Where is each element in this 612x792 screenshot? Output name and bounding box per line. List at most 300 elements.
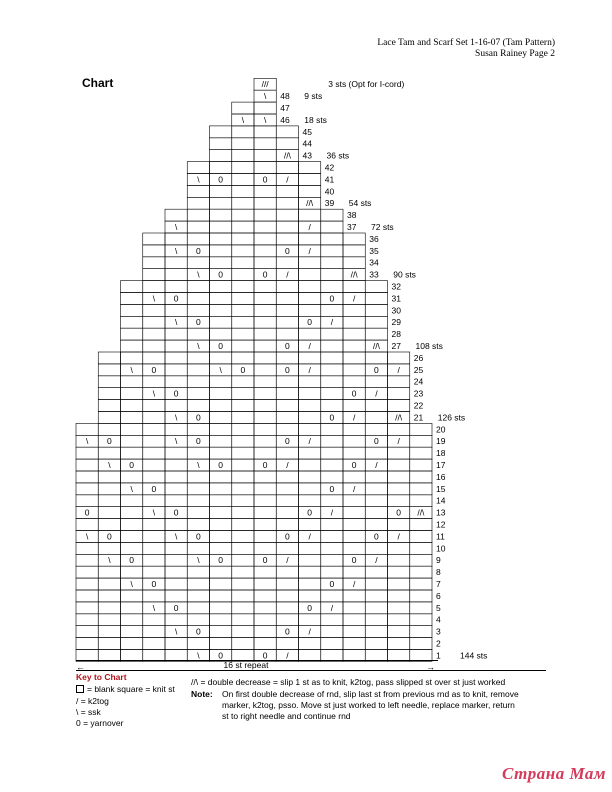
chart-cell — [232, 257, 254, 269]
stitch-symbol: 0 — [196, 317, 201, 328]
chart-cell — [410, 459, 432, 471]
chart-cell — [388, 519, 410, 531]
chart-cell — [343, 304, 365, 316]
chart-cell — [187, 542, 209, 554]
chart-cell — [321, 281, 343, 293]
chart-cell — [254, 233, 276, 245]
stitch-symbol: 0 — [262, 269, 268, 280]
stitch-count: 9 sts — [304, 91, 323, 102]
chart-cell — [232, 507, 254, 519]
chart-cell — [210, 400, 232, 412]
chart-cell — [232, 185, 254, 197]
chart-cell — [143, 257, 165, 269]
row-number: 38 — [347, 210, 357, 221]
chart-cell — [165, 364, 187, 376]
chart-cell — [343, 245, 365, 257]
chart-cell — [232, 614, 254, 626]
chart-cell — [165, 495, 187, 507]
chart-cell — [121, 281, 143, 293]
chart-cell — [388, 471, 410, 483]
chart-cell — [410, 638, 432, 650]
stitch-symbol: 0 — [351, 460, 357, 470]
chart-cell — [121, 293, 143, 305]
chart-cell — [232, 138, 254, 150]
chart-cell — [232, 447, 254, 459]
chart-cell — [187, 162, 209, 174]
chart-cell — [365, 412, 387, 424]
chart-cell — [143, 590, 165, 602]
chart-cell — [254, 602, 276, 614]
chart-cell — [276, 471, 298, 483]
chart-cell — [410, 554, 432, 566]
stitch-symbol: //\ — [350, 269, 358, 280]
chart-cell — [410, 566, 432, 578]
chart-cell — [299, 423, 321, 435]
chart-cell — [121, 388, 143, 400]
chart-cell — [388, 388, 410, 400]
chart-cell — [232, 435, 254, 447]
chart-cell — [210, 197, 232, 209]
stitch-symbol: /// — [261, 79, 269, 90]
chart-cell — [365, 638, 387, 650]
chart-cell — [121, 447, 143, 459]
row-number: 24 — [413, 376, 424, 387]
chart-cell — [165, 328, 187, 340]
chart-cell — [343, 281, 365, 293]
chart-cell — [299, 352, 321, 364]
stitch-symbol: 0 — [307, 602, 312, 613]
chart-cell — [321, 400, 343, 412]
chart-cell — [98, 471, 120, 483]
chart-cell — [76, 602, 98, 614]
chart-cell — [321, 352, 343, 364]
row-number: 17 — [436, 460, 446, 470]
stitch-symbol: 0 — [107, 436, 112, 447]
chart-cell — [121, 376, 143, 388]
row-number: 43 — [302, 150, 312, 161]
row-number: 45 — [302, 126, 312, 137]
chart-cell — [210, 126, 232, 138]
chart-cell — [321, 614, 343, 626]
stitch-symbol: / — [352, 293, 356, 304]
stitch-symbol: 0 — [329, 293, 335, 304]
chart-cell — [76, 614, 98, 626]
chart-cell — [187, 257, 209, 269]
chart-cell — [299, 471, 321, 483]
chart-cell — [232, 423, 254, 435]
chart-cell — [276, 328, 298, 340]
chart-cell — [165, 269, 187, 281]
chart-cell — [232, 531, 254, 543]
chart-cell — [98, 519, 120, 531]
chart-cell — [187, 221, 209, 233]
chart-cell — [76, 495, 98, 507]
repeat-arrow-right-icon: → — [426, 662, 435, 672]
row-number: 26 — [413, 352, 424, 363]
chart-cell — [210, 483, 232, 495]
chart-cell — [165, 471, 187, 483]
chart-cell — [410, 614, 432, 626]
chart-cell — [299, 257, 321, 269]
row-number: 41 — [324, 174, 335, 185]
chart-cell — [276, 352, 298, 364]
chart-cell — [232, 519, 254, 531]
chart-cell — [76, 542, 98, 554]
chart-cell — [254, 162, 276, 174]
chart-cell — [254, 531, 276, 543]
stitch-symbol: \ — [152, 388, 156, 399]
chart-cell — [210, 495, 232, 507]
chart-cell — [121, 519, 143, 531]
chart-cell — [365, 447, 387, 459]
row-number: 37 — [347, 222, 357, 232]
chart-cell — [254, 352, 276, 364]
chart-cell — [187, 281, 209, 293]
row-number: 11 — [436, 531, 445, 542]
chart-cell — [254, 126, 276, 138]
stitch-symbol: / — [352, 483, 356, 494]
chart-cell — [143, 566, 165, 578]
repeat-arrow-left-icon: ← — [76, 662, 85, 672]
chart-cell — [276, 602, 298, 614]
chart-cell — [410, 602, 432, 614]
row-number: 47 — [280, 103, 290, 113]
chart-cell — [143, 471, 165, 483]
chart-cell — [143, 531, 165, 543]
chart-cell — [276, 566, 298, 578]
stitch-symbol: / — [308, 626, 311, 637]
stitch-count: 72 sts — [371, 222, 394, 232]
stitch-symbol: 0 — [374, 436, 379, 447]
chart-cell — [187, 185, 209, 197]
chart-cell — [276, 507, 298, 519]
header-author-page: Susan Rainey Page 2 — [475, 49, 555, 59]
chart-cell — [232, 102, 254, 114]
chart-cell — [299, 174, 321, 186]
chart-cell — [210, 531, 232, 543]
chart-cell — [210, 245, 232, 257]
chart-cell — [121, 435, 143, 447]
chart-cell — [232, 293, 254, 305]
stitch-symbol: 0 — [351, 555, 357, 566]
chart-cell — [299, 554, 321, 566]
chart-cell — [365, 626, 387, 638]
chart-cell — [210, 328, 232, 340]
chart-cell — [321, 554, 343, 566]
stitch-symbol: / — [308, 245, 311, 256]
chart-cell — [210, 423, 232, 435]
key-k2tog: / = k2tog — [76, 696, 109, 706]
chart-cell — [98, 352, 120, 364]
chart-cell — [210, 447, 232, 459]
chart-cell — [187, 352, 209, 364]
stitch-symbol: / — [397, 436, 400, 447]
chart-cell — [321, 471, 343, 483]
chart-cell — [410, 423, 432, 435]
row-number: 2 — [436, 638, 441, 649]
stitch-symbol: / — [308, 341, 311, 351]
chart-cell — [343, 233, 365, 245]
stitch-symbol: / — [397, 531, 400, 542]
chart-cell — [98, 495, 120, 507]
stitch-symbol: / — [375, 388, 378, 399]
row-number: 42 — [324, 162, 335, 173]
stitch-symbol: 0 — [285, 626, 290, 637]
chart-cell — [410, 495, 432, 507]
chart-cell — [98, 590, 120, 602]
chart-cell — [232, 197, 254, 209]
stitch-symbol: 0 — [374, 364, 379, 375]
chart-cell — [321, 590, 343, 602]
chart-cell — [299, 209, 321, 221]
chart-cell — [187, 614, 209, 626]
chart-cell — [276, 221, 298, 233]
key-blank-text: = blank square = knit st — [87, 684, 175, 694]
chart-cell — [254, 328, 276, 340]
chart-cell — [143, 304, 165, 316]
chart-cell — [321, 245, 343, 257]
chart-cell — [254, 102, 276, 114]
chart-cell — [165, 400, 187, 412]
stitch-symbol: / — [308, 364, 311, 375]
stitch-symbol: 0 — [396, 507, 401, 518]
stitch-symbol: 0 — [218, 341, 223, 351]
stitch-symbol: / — [286, 269, 289, 280]
chart-cell — [365, 602, 387, 614]
chart-cell — [232, 209, 254, 221]
chart-cell — [187, 364, 209, 376]
chart-cell — [343, 376, 365, 388]
stitch-symbol: //\ — [417, 507, 425, 518]
chart-cell — [165, 590, 187, 602]
chart-cell — [321, 233, 343, 245]
chart-cell — [187, 304, 209, 316]
chart-cell — [299, 281, 321, 293]
stitch-symbol: 0 — [196, 436, 201, 447]
chart-cell — [187, 447, 209, 459]
chart-cell — [210, 578, 232, 590]
chart-cell — [254, 447, 276, 459]
chart-cell — [321, 447, 343, 459]
row-number: 39 — [324, 198, 335, 209]
header-title: Lace Tam and Scarf Set 1-16-07 (Tam Pattern) — [377, 38, 555, 48]
chart-cell — [232, 590, 254, 602]
chart-cell — [232, 233, 254, 245]
chart-cell — [388, 376, 410, 388]
chart-cell — [321, 340, 343, 352]
chart-cell — [232, 578, 254, 590]
chart-cell — [276, 578, 298, 590]
chart-cell — [232, 566, 254, 578]
row-number: 16 — [436, 471, 446, 482]
chart-cell — [232, 638, 254, 650]
stitch-symbol: 0 — [307, 317, 312, 328]
stitch-symbol: / — [352, 579, 356, 589]
stitch-symbol: \ — [219, 364, 222, 375]
chart-cell — [276, 542, 298, 554]
chart-cell — [98, 566, 120, 578]
chart-cell — [410, 483, 432, 495]
chart-cell — [276, 304, 298, 316]
row-number: 29 — [391, 317, 401, 328]
row-number: 44 — [302, 138, 312, 149]
row-number: 35 — [369, 245, 379, 256]
chart-cell — [143, 412, 165, 424]
chart-cell — [165, 638, 187, 650]
chart-cell — [343, 340, 365, 352]
chart-cell — [321, 626, 343, 638]
chart-cell — [365, 293, 387, 305]
chart-cell — [299, 185, 321, 197]
chart-cell — [232, 340, 254, 352]
chart-cell — [254, 197, 276, 209]
chart-cell — [210, 376, 232, 388]
chart-cell — [254, 245, 276, 257]
chart-cell — [165, 459, 187, 471]
chart-cell — [143, 233, 165, 245]
chart-cell — [410, 447, 432, 459]
stitch-symbol: //\ — [306, 198, 314, 209]
chart-cell — [76, 423, 98, 435]
chart-cell — [76, 578, 98, 590]
chart-cell — [299, 519, 321, 531]
chart-cell — [365, 400, 387, 412]
stitch-symbol: / — [286, 460, 289, 470]
chart-cell — [365, 281, 387, 293]
chart-cell — [276, 138, 298, 150]
stitch-symbol: \ — [174, 436, 178, 447]
chart-cell — [121, 400, 143, 412]
chart-cell — [76, 566, 98, 578]
chart-cell — [276, 400, 298, 412]
chart-cell — [165, 340, 187, 352]
stitch-symbol: 0 — [218, 650, 223, 661]
chart-cell — [143, 340, 165, 352]
chart-cell — [210, 150, 232, 162]
chart-cell — [165, 578, 187, 590]
chart-cell — [343, 519, 365, 531]
chart-cell — [254, 364, 276, 376]
chart-cell — [276, 590, 298, 602]
stitch-symbol: / — [352, 412, 356, 423]
chart-cell — [343, 602, 365, 614]
chart-cell — [299, 388, 321, 400]
stitch-symbol: \ — [174, 222, 178, 232]
chart-cell — [143, 519, 165, 531]
chart-cell — [388, 602, 410, 614]
chart-cell — [187, 376, 209, 388]
stitch-symbol: 0 — [84, 507, 90, 518]
row-number: 23 — [413, 388, 424, 399]
chart-cell — [187, 507, 209, 519]
chart-cell — [343, 364, 365, 376]
chart-cell — [254, 281, 276, 293]
chart-cell — [388, 423, 410, 435]
chart-cell — [121, 507, 143, 519]
stitch-symbol: \ — [263, 114, 267, 125]
chart-cell — [232, 281, 254, 293]
chart-cell — [254, 221, 276, 233]
row-number: 22 — [413, 400, 424, 411]
stitch-symbol: 0 — [285, 245, 290, 256]
row-number: 19 — [436, 436, 446, 447]
chart-cell — [343, 257, 365, 269]
chart-cell — [165, 233, 187, 245]
chart-cell — [143, 423, 165, 435]
note-line: st to right needle and continue rnd — [222, 711, 351, 721]
stitch-symbol: / — [330, 602, 334, 613]
chart-cell — [143, 614, 165, 626]
stitch-count: 36 sts — [326, 150, 350, 161]
stitch-symbol: \ — [174, 531, 178, 542]
chart-cell — [165, 209, 187, 221]
chart-cell — [321, 495, 343, 507]
chart-cell — [254, 400, 276, 412]
stitch-symbol: 0 — [129, 555, 134, 566]
chart-cell — [299, 376, 321, 388]
chart-cell — [276, 197, 298, 209]
chart-cell — [210, 435, 232, 447]
chart-cell — [321, 566, 343, 578]
stitch-symbol: \ — [174, 317, 178, 328]
chart-cell — [343, 471, 365, 483]
stitch-symbol: 0 — [107, 531, 112, 542]
chart-cell — [343, 590, 365, 602]
row-number: 6 — [436, 590, 441, 601]
chart-cell — [121, 590, 143, 602]
chart-cell — [365, 590, 387, 602]
chart-cell — [388, 554, 410, 566]
chart-cell — [254, 150, 276, 162]
stitch-symbol: 0 — [262, 650, 268, 661]
chart-cell — [98, 412, 120, 424]
chart-cell — [254, 423, 276, 435]
chart-cell — [143, 376, 165, 388]
chart-cell — [98, 578, 120, 590]
chart-cell — [321, 435, 343, 447]
chart-cell — [276, 519, 298, 531]
chart-cell — [388, 578, 410, 590]
stitch-symbol: / — [308, 531, 311, 542]
row-number: 8 — [436, 567, 441, 578]
chart-cell — [299, 304, 321, 316]
chart-cell — [365, 304, 387, 316]
stitch-symbol: \ — [85, 531, 89, 542]
chart-cell — [410, 578, 432, 590]
chart-cell — [254, 471, 276, 483]
stitch-symbol: \ — [174, 412, 178, 423]
chart-cell — [388, 483, 410, 495]
chart-cell — [121, 471, 143, 483]
chart-cell — [254, 638, 276, 650]
row-number: 30 — [391, 305, 401, 316]
chart-cell — [210, 471, 232, 483]
chart-cell — [254, 435, 276, 447]
stitch-symbol: \ — [197, 269, 200, 280]
key-ssk: \ = ssk — [76, 707, 101, 717]
row-number: 31 — [391, 293, 401, 304]
chart-cell — [187, 483, 209, 495]
chart-cell — [165, 281, 187, 293]
chart-cell — [121, 626, 143, 638]
chart-cell — [276, 376, 298, 388]
chart-cell — [365, 483, 387, 495]
chart-cell — [343, 447, 365, 459]
chart-cell — [343, 423, 365, 435]
stitch-symbol: / — [375, 460, 378, 470]
chart-cell — [210, 162, 232, 174]
stitch-symbol: \ — [130, 579, 133, 589]
